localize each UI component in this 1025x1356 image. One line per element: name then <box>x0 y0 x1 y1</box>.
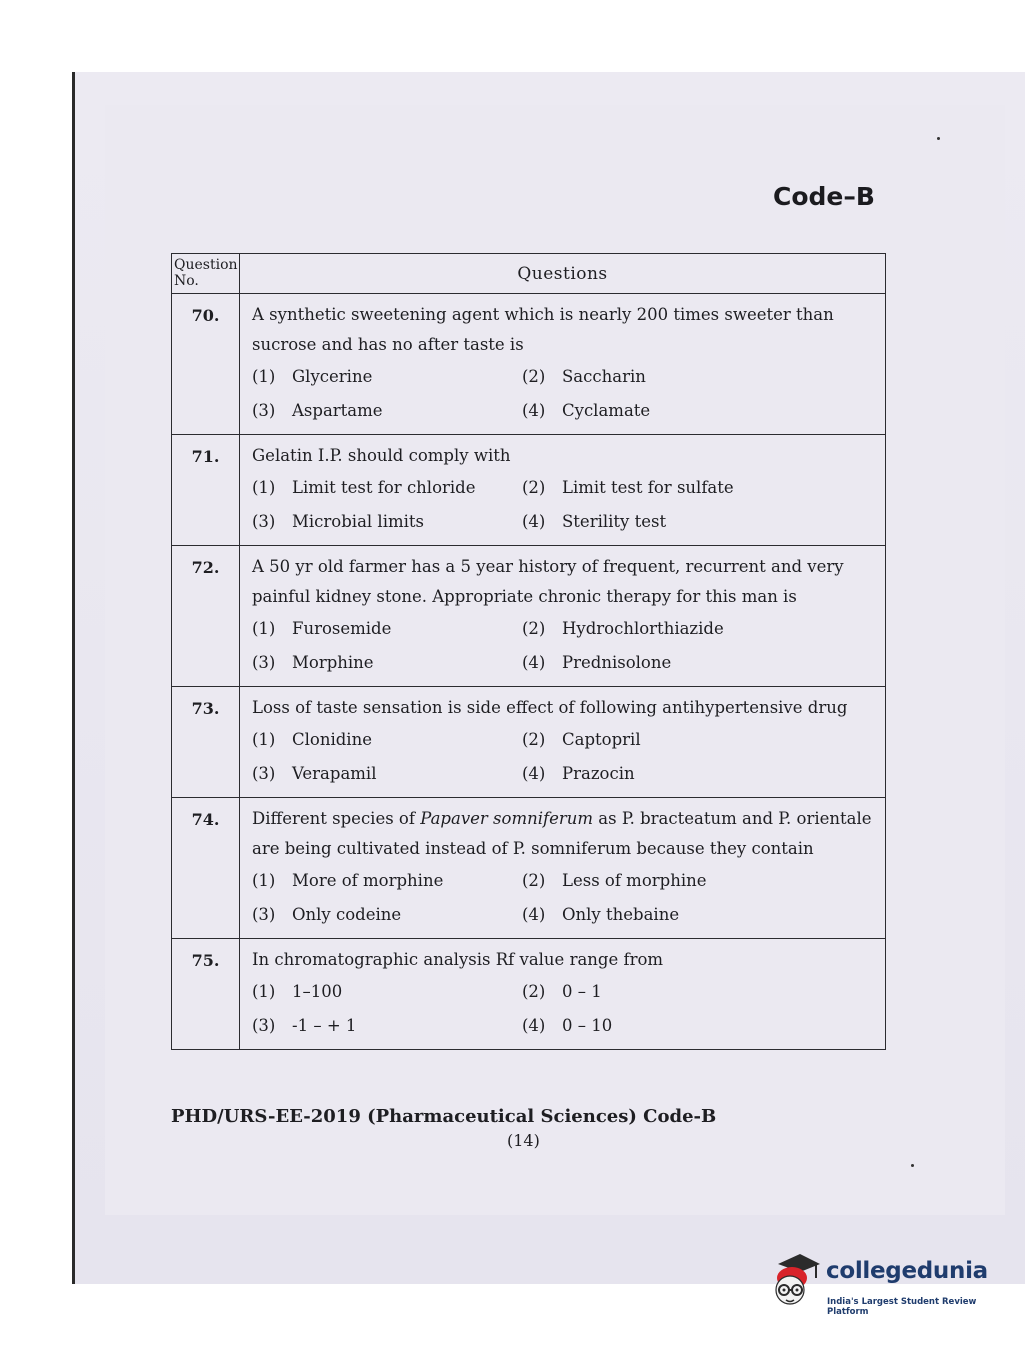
question-stem: Different species of Papaver somniferum as P. bracteatum and P. orientale are being cultivated instead of P. somniferum because they contain <box>252 809 872 858</box>
question-row <box>172 435 886 546</box>
option: (3) Aspartame <box>252 401 383 420</box>
question-row <box>172 546 886 687</box>
option: (4) Sterility test <box>522 512 667 531</box>
logo-wordmark: collegedunia <box>826 1258 988 1284</box>
option: (4) 0 – 10 <box>522 1016 613 1035</box>
footer-exam-code: PHD/URS-EE-2019 (Pharmaceutical Sciences) Code-B <box>171 1106 717 1127</box>
option: (1) Clonidine <box>252 730 372 749</box>
question-stem: A synthetic sweetening agent which is nearly 200 times sweeter than sucrose and has no after taste is <box>252 305 834 354</box>
page-number: (14) <box>507 1131 540 1150</box>
question-row <box>172 294 886 435</box>
scan-speck <box>911 1164 914 1167</box>
option: (2) Hydrochlorthiazide <box>522 619 724 638</box>
option: (3) Microbial limits <box>252 512 425 531</box>
code-header: Code–B <box>773 182 875 211</box>
option: (2) Limit test for sulfate <box>522 478 734 497</box>
option: (1) More of morphine <box>252 871 444 890</box>
table-header-row <box>172 254 886 294</box>
option: (3) -1 – + 1 <box>252 1016 357 1035</box>
option: (1) Limit test for chloride <box>252 478 476 497</box>
question-stem: A 50 yr old farmer has a 5 year history of frequent, recurrent and very painful kidney stone. Appropriate chronic therapy for this man is <box>252 557 844 606</box>
option: (2) Saccharin <box>522 367 646 386</box>
question-no-header: Question No. <box>172 254 240 294</box>
option: (4) Prazocin <box>522 764 635 783</box>
option: (4) Only thebaine <box>522 905 680 924</box>
question-body <box>240 294 886 435</box>
question-number: 71. <box>172 435 240 546</box>
collegedunia-logo <box>770 1250 1000 1315</box>
question-body <box>240 939 886 1050</box>
option: (4) Cyclamate <box>522 401 651 420</box>
option: (3) Only codeine <box>252 905 402 924</box>
logo-tagline: India's Largest Student Review Platform <box>827 1297 977 1317</box>
questions-header: Questions <box>240 254 886 294</box>
option: (1) Furosemide <box>252 619 392 638</box>
question-row <box>172 687 886 798</box>
question-body <box>240 687 886 798</box>
student-mascot-icon <box>770 1250 822 1312</box>
questions-table <box>171 253 886 1050</box>
question-body <box>240 546 886 687</box>
question-number: 75. <box>172 939 240 1050</box>
option: (2) 0 – 1 <box>522 982 602 1001</box>
option: (1) 1–100 <box>252 982 343 1001</box>
option: (3) Verapamil <box>252 764 377 783</box>
option: (4) Prednisolone <box>522 653 672 672</box>
question-number: 72. <box>172 546 240 687</box>
question-body <box>240 798 886 939</box>
question-row <box>172 939 886 1050</box>
question-number: 70. <box>172 294 240 435</box>
question-row <box>172 798 886 939</box>
scan-speck <box>937 137 940 140</box>
question-number: 73. <box>172 687 240 798</box>
option: (1) Glycerine <box>252 367 373 386</box>
question-stem: In chromatographic analysis Rf value range from <box>252 950 664 969</box>
question-body <box>240 435 886 546</box>
option: (2) Less of morphine <box>522 871 707 890</box>
option: (3) Morphine <box>252 653 374 672</box>
species-name-italic: Papaver somniferum <box>420 809 594 828</box>
question-number: 74. <box>172 798 240 939</box>
question-stem: Loss of taste sensation is side effect of following antihypertensive drug <box>252 698 848 717</box>
question-stem: Gelatin I.P. should comply with <box>252 446 511 465</box>
option: (2) Captopril <box>522 730 641 749</box>
